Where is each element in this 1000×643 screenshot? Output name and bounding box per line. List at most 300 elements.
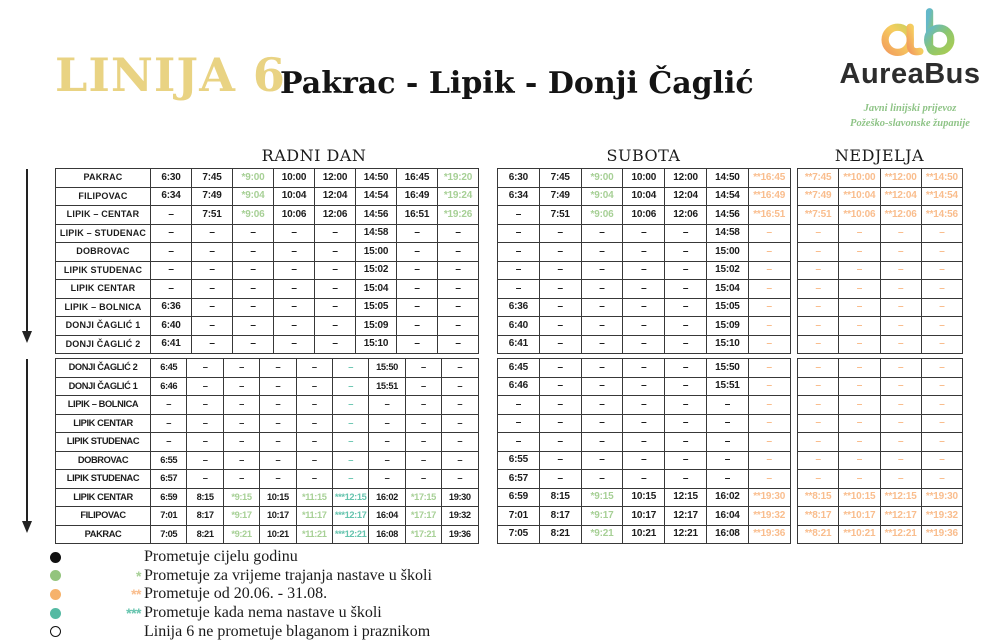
time-cell: –	[921, 224, 962, 243]
time-cell: –	[921, 377, 962, 396]
station-cell: DOBROVAC	[56, 243, 151, 262]
time-cell: *9:00	[581, 169, 623, 188]
time-cell: **8:15	[798, 488, 839, 507]
time-cell: –	[623, 470, 665, 489]
time-cell: 15:04	[706, 280, 748, 299]
station-cell: LIPIK CENTAR	[56, 280, 151, 299]
time-cell: –	[369, 470, 405, 489]
section-title-radni-dan: RADNI DAN	[261, 146, 367, 165]
time-cell: 15:50	[706, 359, 748, 378]
time-cell: *9:15	[223, 488, 259, 507]
time-cell: –	[798, 280, 839, 299]
time-cell: **12:21	[880, 525, 921, 544]
time-cell: –	[581, 335, 623, 354]
station-cell: FILIPOVAC	[56, 507, 151, 526]
time-cell: –	[405, 359, 441, 378]
time-cell: –	[369, 433, 405, 452]
time-cell: –	[397, 280, 438, 299]
time-cell: –	[192, 224, 233, 243]
time-cell: –	[798, 317, 839, 336]
time-cell: 15:02	[706, 261, 748, 280]
time-cell: 6:41	[498, 335, 540, 354]
time-cell: –	[260, 377, 296, 396]
time-cell: –	[798, 298, 839, 317]
time-cell: –	[798, 451, 839, 470]
time-cell: –	[539, 224, 581, 243]
time-cell: **7:51	[798, 206, 839, 225]
time-cell: –	[623, 377, 665, 396]
summer-period-dot-icon	[50, 589, 61, 600]
time-cell: 6:55	[498, 451, 540, 470]
time-cell: –	[397, 335, 438, 354]
station-cell: PAKRAC	[56, 525, 151, 544]
station-cell: PAKRAC	[56, 169, 151, 188]
time-cell: 12:21	[665, 525, 707, 544]
time-cell: –	[581, 433, 623, 452]
time-cell: 15:04	[356, 280, 397, 299]
time-cell: ***12:21	[332, 525, 368, 544]
time-cell: 7:51	[539, 206, 581, 225]
time-cell: –	[539, 451, 581, 470]
time-cell: *11:15	[296, 488, 332, 507]
time-cell: 7:05	[498, 525, 540, 544]
time-cell: –	[442, 433, 478, 452]
time-cell: **16:51	[748, 206, 790, 225]
time-cell: –	[921, 433, 962, 452]
time-cell: –	[332, 451, 368, 470]
time-cell: –	[397, 261, 438, 280]
time-cell: –	[706, 414, 748, 433]
time-cell: –	[233, 243, 274, 262]
time-cell: *9:04	[233, 187, 274, 206]
time-cell: –	[274, 261, 315, 280]
time-cell: 10:17	[260, 507, 296, 526]
time-cell: –	[223, 470, 259, 489]
time-cell: 16:02	[706, 488, 748, 507]
time-cell: –	[839, 414, 880, 433]
time-cell: –	[192, 261, 233, 280]
time-cell: **12:15	[880, 488, 921, 507]
time-cell: 14:56	[706, 206, 748, 225]
legend-label: Prometuje za vrijeme trajanja nastave u školi	[144, 566, 432, 584]
time-cell: –	[498, 224, 540, 243]
time-cell: –	[442, 396, 478, 415]
time-cell: –	[332, 414, 368, 433]
time-cell: –	[921, 243, 962, 262]
time-cell: –	[539, 243, 581, 262]
time-cell: –	[223, 396, 259, 415]
time-cell: –	[498, 206, 540, 225]
time-cell: **16:49	[748, 187, 790, 206]
time-cell: –	[151, 396, 187, 415]
time-cell: –	[581, 317, 623, 336]
time-cell: –	[274, 317, 315, 336]
time-cell: 6:46	[498, 377, 540, 396]
legend-item	[50, 604, 432, 623]
time-cell: –	[187, 433, 223, 452]
time-cell: *9:04	[581, 187, 623, 206]
time-cell: –	[623, 359, 665, 378]
time-cell: –	[438, 224, 479, 243]
time-cell: –	[151, 414, 187, 433]
time-cell: 14:50	[356, 169, 397, 188]
time-cell: –	[581, 261, 623, 280]
time-cell: –	[539, 377, 581, 396]
legend-item	[50, 567, 432, 586]
time-cell: –	[315, 243, 356, 262]
time-cell: –	[187, 377, 223, 396]
time-cell: –	[665, 451, 707, 470]
time-cell: –	[798, 414, 839, 433]
time-cell: –	[665, 335, 707, 354]
time-cell: –	[798, 335, 839, 354]
time-cell: **14:50	[921, 169, 962, 188]
time-cell: –	[748, 280, 790, 299]
time-cell: **14:54	[921, 187, 962, 206]
time-cell: –	[880, 224, 921, 243]
time-cell: –	[623, 433, 665, 452]
time-cell: –	[839, 243, 880, 262]
time-cell: –	[223, 451, 259, 470]
time-cell: 16:08	[369, 525, 405, 544]
time-cell: –	[623, 335, 665, 354]
time-cell: 10:06	[274, 206, 315, 225]
time-cell: –	[665, 414, 707, 433]
station-cell: DONJI ČAGLIĆ 1	[56, 377, 151, 396]
time-cell: –	[665, 317, 707, 336]
direction-down-arrow	[20, 167, 34, 349]
time-cell: 6:36	[498, 298, 540, 317]
time-cell: –	[581, 280, 623, 299]
time-cell: –	[274, 298, 315, 317]
time-cell: –	[623, 414, 665, 433]
time-cell: –	[623, 224, 665, 243]
time-cell: –	[839, 451, 880, 470]
time-cell: 7:05	[151, 525, 187, 544]
time-cell: 10:00	[274, 169, 315, 188]
time-cell: –	[296, 396, 332, 415]
legend-marker: *	[136, 567, 141, 584]
time-cell: –	[151, 261, 192, 280]
time-cell: –	[192, 243, 233, 262]
time-cell: **12:04	[880, 187, 921, 206]
time-cell: **7:49	[798, 187, 839, 206]
time-cell: –	[260, 359, 296, 378]
nedjelja-inbound-table	[797, 358, 963, 544]
time-cell: *11:21	[296, 525, 332, 544]
time-cell: –	[233, 298, 274, 317]
legend-item	[50, 622, 432, 641]
legend-marker: ***	[126, 605, 141, 622]
time-cell: –	[839, 396, 880, 415]
time-cell: 12:17	[665, 507, 707, 526]
time-cell: –	[498, 280, 540, 299]
time-cell: –	[665, 243, 707, 262]
time-cell: –	[665, 359, 707, 378]
time-cell: –	[880, 298, 921, 317]
time-cell: 6:30	[151, 169, 192, 188]
time-cell: –	[397, 298, 438, 317]
legend-label: Linija 6 ne prometuje blaganom i praznikom	[144, 622, 431, 640]
time-cell: –	[332, 396, 368, 415]
brand-subtitle	[815, 102, 1000, 131]
time-cell: –	[539, 298, 581, 317]
station-cell: LIPIK CENTAR	[56, 488, 151, 507]
time-cell: –	[296, 414, 332, 433]
station-cell: LIPIK STUDENAC	[56, 433, 151, 452]
time-cell: –	[798, 470, 839, 489]
time-cell: 7:01	[498, 507, 540, 526]
time-cell: –	[296, 359, 332, 378]
time-cell: –	[539, 414, 581, 433]
legend-label: Prometuje cijelu godinu	[144, 548, 298, 566]
time-cell: 7:01	[151, 507, 187, 526]
time-cell: 6:41	[151, 335, 192, 354]
time-cell: 6:34	[498, 187, 540, 206]
time-cell: –	[623, 243, 665, 262]
time-cell: –	[880, 377, 921, 396]
time-cell: **19:30	[921, 488, 962, 507]
time-cell: 10:15	[623, 488, 665, 507]
subota-outbound-table	[497, 168, 791, 354]
time-cell: –	[539, 359, 581, 378]
time-cell: –	[748, 317, 790, 336]
time-cell: *19:24	[438, 187, 479, 206]
time-cell: –	[187, 396, 223, 415]
time-cell: –	[880, 243, 921, 262]
time-cell: **16:45	[748, 169, 790, 188]
nedjelja-outbound-table	[797, 168, 963, 354]
time-cell: –	[438, 335, 479, 354]
time-cell: 16:49	[397, 187, 438, 206]
time-cell: 6:57	[498, 470, 540, 489]
time-cell: –	[581, 414, 623, 433]
time-cell: –	[442, 470, 478, 489]
time-cell: –	[623, 396, 665, 415]
time-cell: **19:30	[748, 488, 790, 507]
time-cell: –	[748, 359, 790, 378]
time-cell: –	[748, 335, 790, 354]
time-cell: 14:58	[706, 224, 748, 243]
time-cell: **19:36	[748, 525, 790, 544]
time-cell: –	[274, 243, 315, 262]
time-cell: –	[405, 396, 441, 415]
time-cell: –	[798, 433, 839, 452]
time-cell: **10:15	[839, 488, 880, 507]
time-cell: –	[798, 359, 839, 378]
time-cell: –	[223, 433, 259, 452]
direction-down-arrow	[20, 357, 34, 539]
time-cell: 8:15	[187, 488, 223, 507]
time-cell: *9:21	[223, 525, 259, 544]
time-cell: –	[369, 396, 405, 415]
time-cell: 19:30	[442, 488, 478, 507]
time-cell: –	[623, 261, 665, 280]
time-cell: –	[706, 451, 748, 470]
time-cell: 10:21	[623, 525, 665, 544]
time-cell: –	[369, 451, 405, 470]
time-cell: –	[233, 317, 274, 336]
subota-inbound-table	[497, 358, 791, 544]
time-cell: *19:20	[438, 169, 479, 188]
time-cell: –	[274, 335, 315, 354]
time-cell: –	[405, 470, 441, 489]
time-cell: 6:34	[151, 187, 192, 206]
time-cell: –	[581, 298, 623, 317]
time-cell: –	[581, 470, 623, 489]
time-cell: –	[623, 298, 665, 317]
time-cell: *9:00	[233, 169, 274, 188]
time-cell: –	[274, 224, 315, 243]
time-cell: 12:00	[665, 169, 707, 188]
time-cell: 16:04	[706, 507, 748, 526]
time-cell: 15:05	[706, 298, 748, 317]
time-cell: –	[798, 243, 839, 262]
time-cell: –	[798, 396, 839, 415]
time-cell: 8:21	[187, 525, 223, 544]
time-cell: *11:17	[296, 507, 332, 526]
time-cell: 10:17	[623, 507, 665, 526]
time-cell: *9:15	[581, 488, 623, 507]
time-cell: ***12:15	[332, 488, 368, 507]
time-cell: –	[706, 470, 748, 489]
time-cell: –	[296, 377, 332, 396]
legend	[50, 548, 432, 641]
section-title-nedjelja: NEDJELJA	[834, 146, 925, 165]
time-cell: –	[581, 224, 623, 243]
time-cell: –	[665, 224, 707, 243]
time-cell: –	[192, 335, 233, 354]
no-service-circle-icon	[50, 626, 61, 637]
time-cell: –	[498, 414, 540, 433]
station-cell: LIPIK STUDENAC	[56, 261, 151, 280]
time-cell: –	[880, 335, 921, 354]
time-cell: –	[442, 377, 478, 396]
time-cell: –	[581, 377, 623, 396]
time-cell: **10:21	[839, 525, 880, 544]
time-cell: –	[233, 280, 274, 299]
time-cell: –	[438, 243, 479, 262]
time-cell: –	[223, 377, 259, 396]
time-cell: –	[581, 396, 623, 415]
time-cell: –	[539, 280, 581, 299]
time-cell: –	[623, 317, 665, 336]
time-cell: –	[405, 451, 441, 470]
time-cell: 6:59	[498, 488, 540, 507]
time-cell: –	[581, 243, 623, 262]
time-cell: –	[665, 396, 707, 415]
time-cell: 8:17	[187, 507, 223, 526]
time-cell: –	[397, 317, 438, 336]
time-cell: 15:02	[356, 261, 397, 280]
time-cell: **19:32	[921, 507, 962, 526]
time-cell: –	[539, 261, 581, 280]
time-cell: –	[921, 396, 962, 415]
time-cell: 16:45	[397, 169, 438, 188]
time-cell: –	[748, 298, 790, 317]
time-cell: 15:00	[706, 243, 748, 262]
time-cell: **10:04	[839, 187, 880, 206]
time-cell: *9:06	[581, 206, 623, 225]
time-cell: 14:56	[356, 206, 397, 225]
time-cell: 7:45	[539, 169, 581, 188]
time-cell: –	[665, 261, 707, 280]
time-cell: 10:04	[274, 187, 315, 206]
time-cell: 15:50	[369, 359, 405, 378]
time-cell: –	[581, 359, 623, 378]
time-cell: 6:55	[151, 451, 187, 470]
time-cell: –	[880, 451, 921, 470]
time-cell: 15:05	[356, 298, 397, 317]
time-cell: 10:00	[623, 169, 665, 188]
time-cell: –	[665, 377, 707, 396]
time-cell: –	[405, 377, 441, 396]
station-cell: DOBROVAC	[56, 451, 151, 470]
time-cell: **12:17	[880, 507, 921, 526]
time-cell: –	[223, 414, 259, 433]
time-cell: –	[315, 224, 356, 243]
time-cell: –	[798, 377, 839, 396]
time-cell: –	[665, 433, 707, 452]
station-cell: LIPIK – STUDENAC	[56, 224, 151, 243]
time-cell: –	[839, 433, 880, 452]
time-cell: –	[880, 280, 921, 299]
time-cell: –	[405, 433, 441, 452]
time-cell: 8:15	[539, 488, 581, 507]
time-cell: **19:32	[748, 507, 790, 526]
time-cell: –	[315, 317, 356, 336]
time-cell: –	[665, 280, 707, 299]
time-cell: **12:06	[880, 206, 921, 225]
time-cell: –	[151, 280, 192, 299]
time-cell: –	[192, 280, 233, 299]
time-cell: –	[315, 298, 356, 317]
time-cell: –	[442, 414, 478, 433]
time-cell: –	[192, 317, 233, 336]
time-cell: 6:30	[498, 169, 540, 188]
time-cell: –	[260, 414, 296, 433]
time-cell: *17:17	[405, 507, 441, 526]
time-cell: 7:45	[192, 169, 233, 188]
time-cell: 16:02	[369, 488, 405, 507]
time-cell: 7:49	[192, 187, 233, 206]
full-year-dot-icon	[50, 552, 61, 563]
time-cell: 14:58	[356, 224, 397, 243]
time-cell: 7:51	[192, 206, 233, 225]
time-cell: –	[274, 280, 315, 299]
time-cell: *9:06	[233, 206, 274, 225]
brand-subtitle-line2: Požeško-slavonske županije	[850, 117, 970, 129]
time-cell: –	[798, 261, 839, 280]
time-cell: 6:45	[151, 359, 187, 378]
time-cell: 16:04	[369, 507, 405, 526]
time-cell: –	[233, 261, 274, 280]
time-cell: –	[151, 224, 192, 243]
time-cell: 6:46	[151, 377, 187, 396]
time-cell: 19:36	[442, 525, 478, 544]
time-cell: –	[442, 451, 478, 470]
time-cell: 15:09	[706, 317, 748, 336]
time-cell: –	[623, 280, 665, 299]
station-cell: DONJI ČAGLIĆ 1	[56, 317, 151, 336]
time-cell: –	[438, 317, 479, 336]
legend-item	[50, 548, 432, 567]
time-cell: –	[748, 377, 790, 396]
time-cell: –	[260, 470, 296, 489]
section-title-subota: SUBOTA	[606, 146, 681, 165]
time-cell: –	[405, 414, 441, 433]
time-cell: **8:21	[798, 525, 839, 544]
